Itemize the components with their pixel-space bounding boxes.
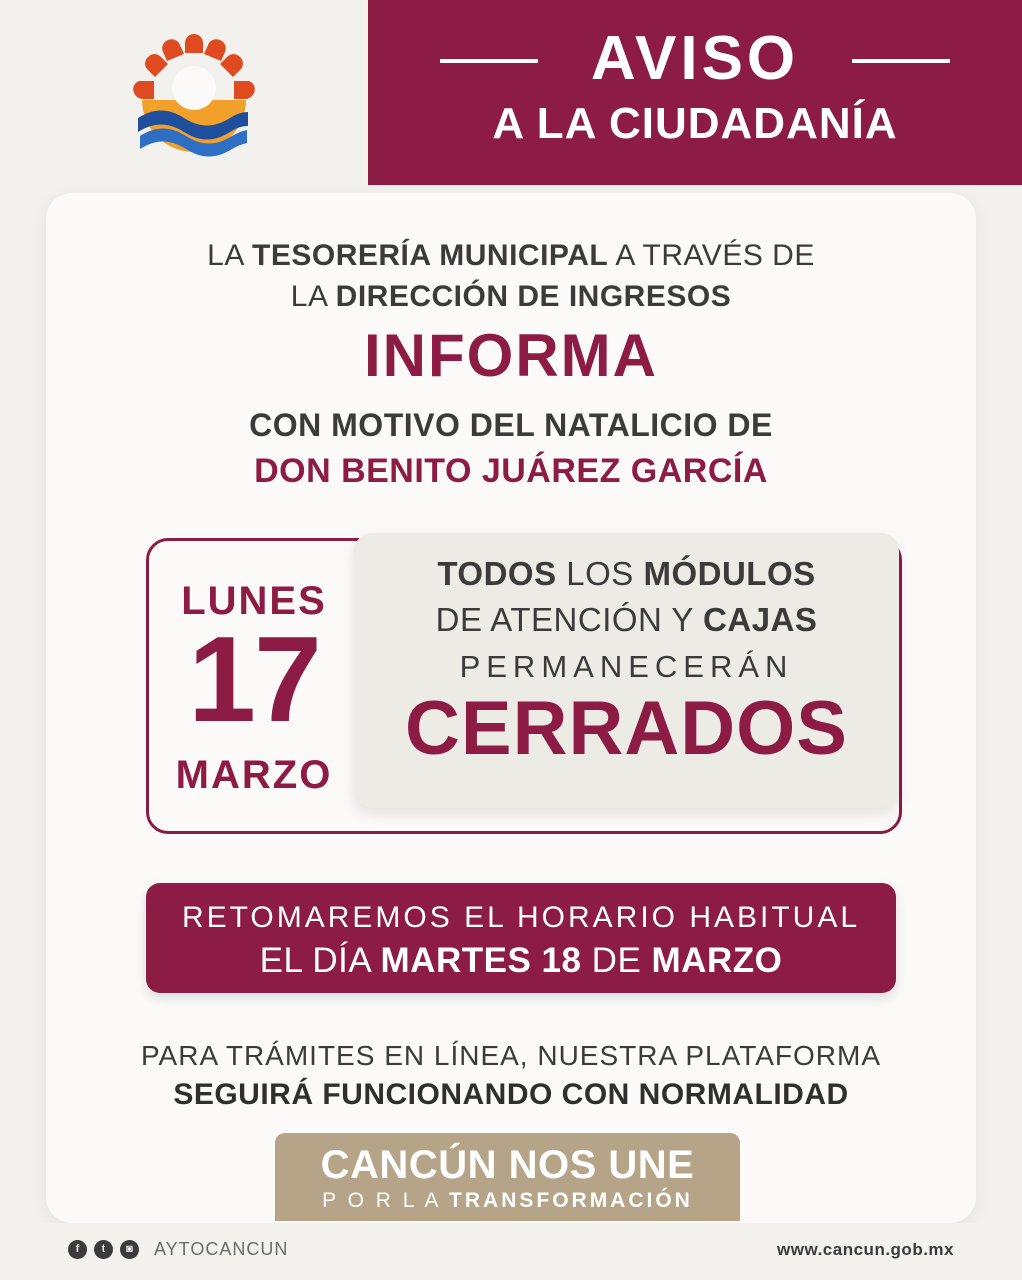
closure-line-2-bold: CAJAS (703, 601, 818, 638)
resume-schedule-banner (146, 883, 896, 993)
online-note-line-2: SEGUIRÁ FUNCIONANDO CON NORMALIDAD (173, 1078, 849, 1111)
closure-line-4: CERRADOS (405, 686, 848, 771)
social-links (68, 1239, 288, 1260)
aviso-title: AVISO (590, 24, 800, 93)
closure-line-2 (354, 601, 899, 639)
motivo-line: CON MOTIVO DEL NATALICIO DE (249, 407, 773, 443)
closure-line-2-plain: DE ATENCIÓN Y (435, 601, 704, 638)
banner-line-2 (146, 941, 896, 981)
banner-line-1: RETOMAREMOS EL HORARIO HABITUAL (181, 901, 861, 934)
date-weekday: LUNES (181, 579, 327, 623)
slogan-line-2 (275, 1189, 740, 1213)
aviso-subtitle: A LA CIUDADANÍA (492, 99, 898, 148)
banner-line-2-plain-a: EL DÍA (259, 941, 381, 980)
date-day-number: 17 (188, 611, 320, 747)
intro-line-2 (46, 279, 976, 314)
banner-line-2-bold-b: MARZO (651, 941, 783, 980)
online-note-line-1: PARA TRÁMITES EN LÍNEA, NUESTRA PLATAFORMA (140, 1040, 882, 1071)
intro-line-2-plain-a: LA (290, 280, 336, 313)
slogan-block (275, 1133, 740, 1221)
intro-line-1 (46, 238, 976, 273)
instagram-icon[interactable]: ◙ (120, 1240, 139, 1259)
header (0, 0, 1022, 185)
main-card (46, 193, 976, 1223)
informa-heading: INFORMA (364, 322, 658, 389)
intro-line-1-plain-b: A TRAVÉS DE (608, 239, 815, 272)
twitter-icon[interactable]: t (94, 1240, 113, 1259)
closure-line-1-plain: LOS (556, 555, 644, 592)
banner-line-2-plain-b: DE (581, 941, 652, 980)
facebook-icon[interactable]: f (68, 1240, 87, 1259)
date-month: MARZO (175, 753, 333, 797)
persona-line: DON BENITO JUÁREZ GARCÍA (254, 452, 768, 490)
footer-bar (0, 1223, 1022, 1280)
closure-notice-box (354, 533, 899, 808)
banner-line-2-bold-a: MARTES 18 (380, 941, 582, 980)
cancun-municipality-logo-icon (128, 26, 260, 158)
closure-line-1-bold-b: MÓDULOS (643, 555, 816, 592)
closure-line-1-bold-a: TODOS (437, 555, 557, 592)
intro-line-1-plain-a: LA (207, 239, 253, 272)
slogan-line-2-bold: TRANSFORMACIÓN (449, 1189, 693, 1212)
intro-line-2-bold: DIRECCIÓN DE INGRESOS (335, 280, 732, 313)
date-column (149, 541, 359, 831)
header-right-panel (368, 0, 1022, 185)
social-handle: AYTOCANCUN (154, 1239, 289, 1259)
intro-line-1-bold: TESORERÍA MUNICIPAL (252, 239, 609, 272)
website-url[interactable]: www.cancun.gob.mx (777, 1240, 954, 1259)
closure-line-1 (354, 555, 899, 593)
date-and-closure-block (146, 538, 902, 834)
slogan-line-2-plain: P O R L A (322, 1189, 450, 1212)
slogan-line-1: CANCÚN NOS UNE (320, 1143, 695, 1187)
closure-line-3: PERMANECERÁN (459, 649, 794, 684)
